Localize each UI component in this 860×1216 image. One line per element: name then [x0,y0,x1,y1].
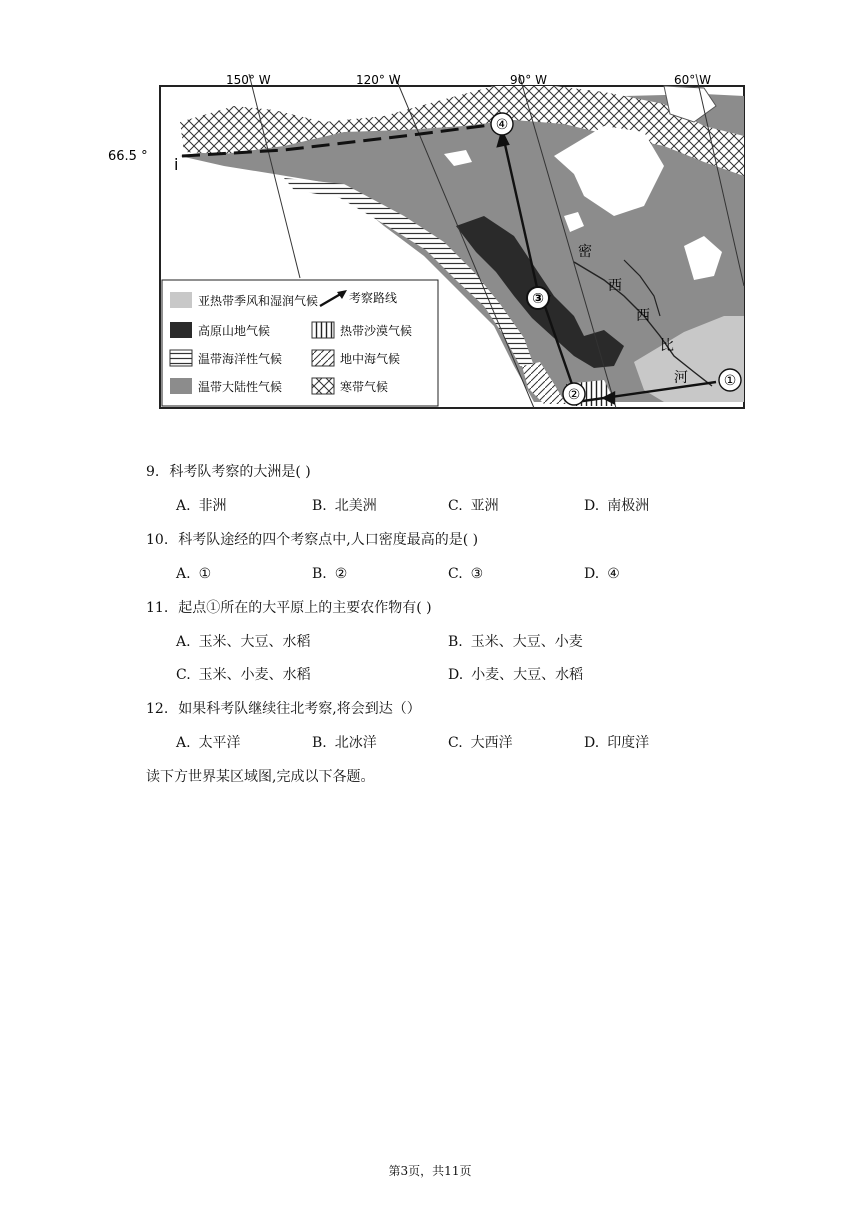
question-text: 科考队考察的大洲是( ) [169,464,311,480]
q10-option-b[interactable]: B. ② [312,566,348,582]
q10-option-a[interactable]: A. ① [176,566,212,582]
river-char-1: 密 [578,244,592,260]
longitude-150w: 150° W [226,73,271,87]
q12-option-c[interactable]: C. 大西洋 [448,735,513,751]
longitude-120w: 120° W [356,73,401,87]
q12-option-a[interactable]: A. 太平洋 [176,735,241,751]
map-legend [162,280,438,406]
point-4 [491,113,513,135]
svg-text:高原山地气候: 高原山地气候 [198,324,271,338]
question-number: 12. [146,701,169,717]
q10-option-d[interactable]: D. ④ [584,566,620,582]
svg-text:亚热带季风和湿润气候: 亚热带季风和湿润气候 [198,294,319,308]
svg-text:热带沙漠气候: 热带沙漠气候 [340,324,413,338]
river-char-5: 河 [674,370,688,386]
question-text: 科考队途经的四个考察点中,人口密度最高的是( ) [178,532,479,548]
left-mark: i [174,155,179,174]
q12-option-b[interactable]: B. 北冰洋 [312,735,377,751]
river-char-3: 西 [636,308,650,324]
point-3 [527,287,549,309]
instruction-text: 读下方世界某区域图,完成以下各题。 [146,769,375,785]
question-9 [146,462,311,482]
question-number: 10. [146,532,169,548]
question-10 [146,530,478,550]
q9-option-b[interactable]: B. 北美洲 [312,498,377,514]
svg-text:③: ③ [532,291,544,307]
q11-option-b[interactable]: B. 玉米、大豆、小麦 [448,634,583,650]
q9-option-d[interactable]: D. 南极洲 [584,498,650,514]
svg-text:①: ① [723,373,737,389]
svg-text:温带大陆性气候: 温带大陆性气候 [198,380,283,394]
q12-option-d[interactable]: D. 印度洋 [584,735,650,751]
svg-text:考察路线: 考察路线 [349,291,398,305]
svg-text:寒带气候: 寒带气候 [340,380,389,394]
q10-option-c[interactable]: C. ③ [448,566,484,582]
svg-text:地中海气候: 地中海气候 [340,352,401,366]
page-footer: 第3页，共11页 [388,1164,472,1178]
question-text: 起点①所在的大平原上的主要农作物有( ) [178,600,432,616]
river-char-2: 西 [608,278,622,294]
climate-route-map [104,66,756,412]
q9-option-c[interactable]: C. 亚洲 [448,498,499,514]
svg-text:②: ② [567,387,581,403]
svg-text:④: ④ [495,117,509,133]
question-11 [146,598,432,618]
longitude-60w: 60° W [674,73,711,87]
q11-option-c[interactable]: C. 玉米、小麦、水稻 [176,667,311,683]
q9-option-a[interactable]: A. 非洲 [176,498,227,514]
svg-text:温带海洋性气候: 温带海洋性气候 [198,352,283,366]
point-1 [719,369,741,391]
q11-option-a[interactable]: A. 玉米、大豆、水稻 [176,634,311,650]
river-char-4: 比 [660,338,674,354]
question-text: 如果科考队继续往北考察,将会到达（） [178,701,421,717]
latitude-66-5: 66.5 ° [108,149,148,164]
longitude-90w: 90° W [510,73,547,87]
question-12 [146,699,421,719]
q11-option-d[interactable]: D. 小麦、大豆、水稻 [448,667,584,683]
question-number: 11. [146,600,169,616]
question-number: 9. [146,464,160,480]
point-2 [563,383,585,405]
